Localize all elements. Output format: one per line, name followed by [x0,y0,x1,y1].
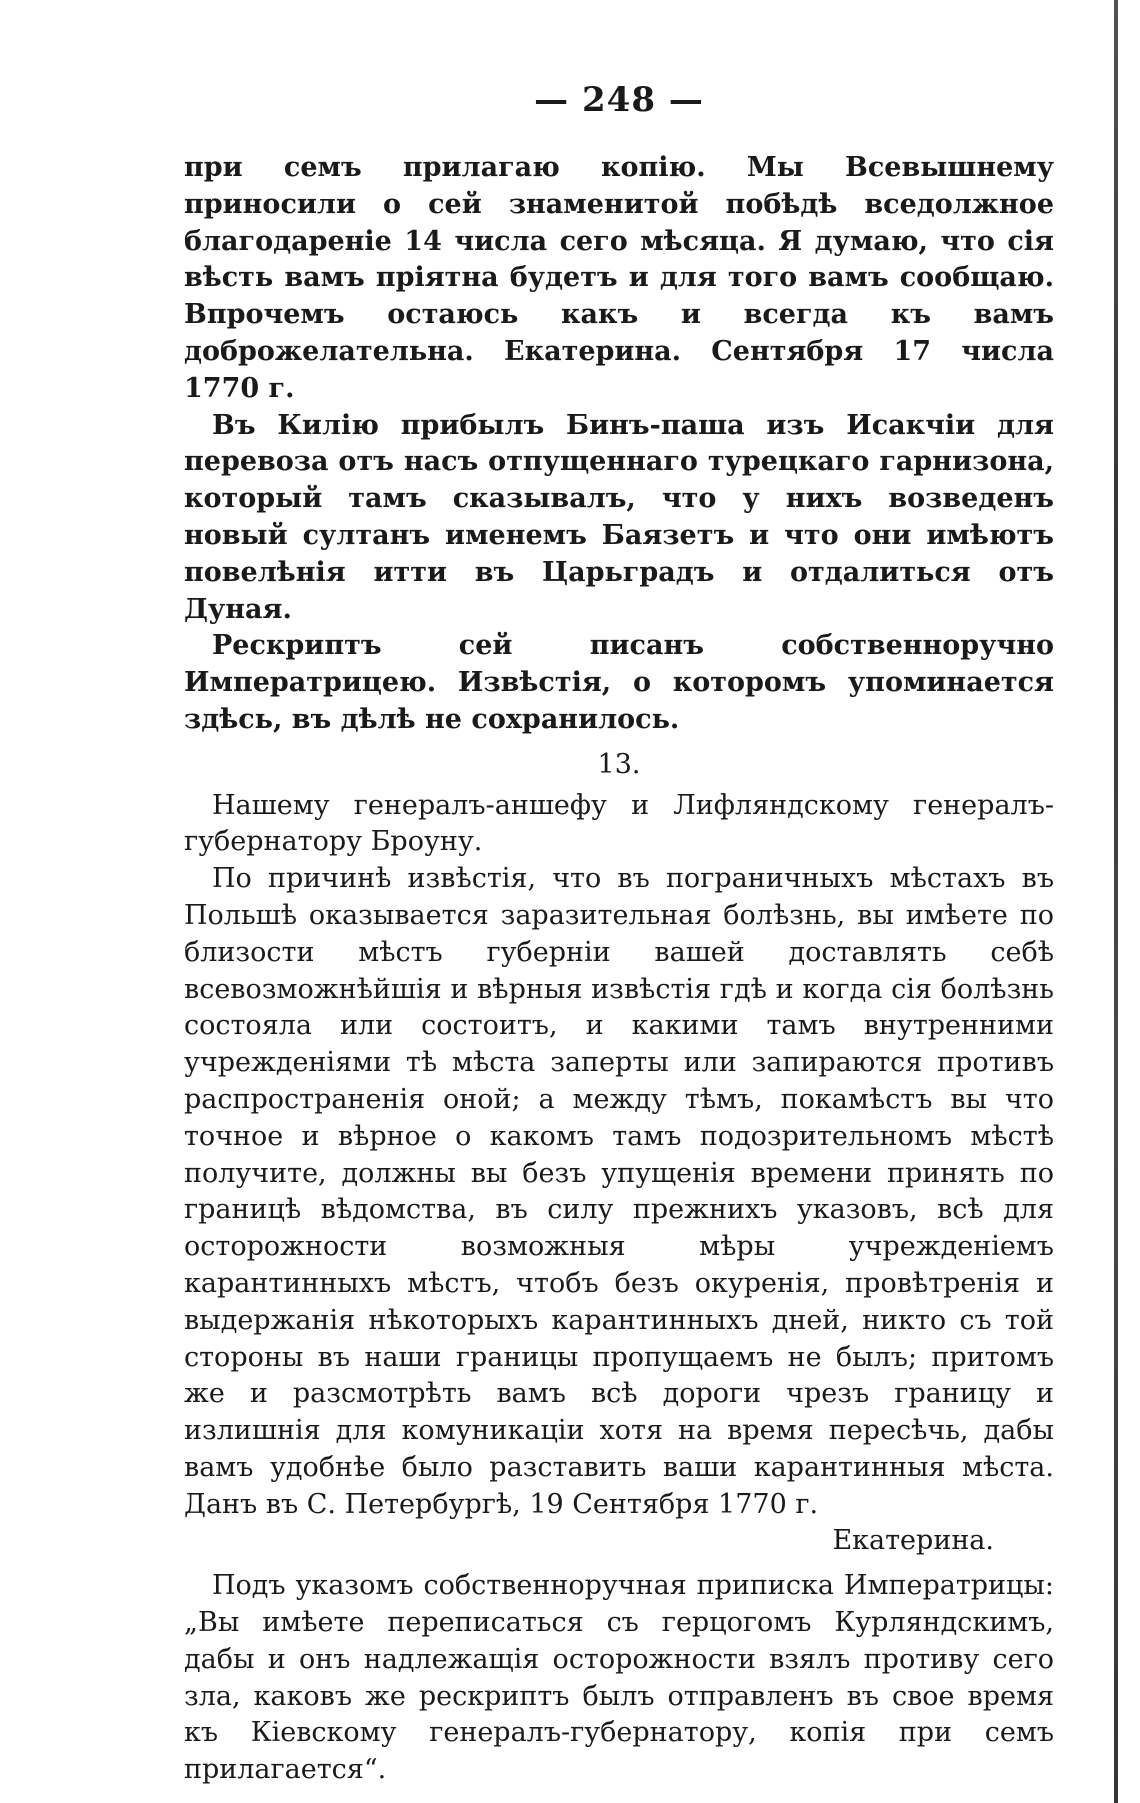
document-page [184,80,1054,1789]
paragraph-decree-body: По причинѣ извѣстія, что въ пограничныхъ мѣстахъ въ Польшѣ оказывается заразительная болѣзнь, вы имѣете по близости мѣстъ губерніи вашей доставлять себѣ всевозможнѣйшія и вѣрныя извѣстія гдѣ и когда сія болѣзнь состояла или состоитъ, и какими тамъ внутренними учрежденіями тѣ мѣста заперты или запираются противъ распространенія оной; а между тѣмъ, покамѣстъ вы что точное и вѣрное о какомъ тамъ подозрительномъ мѣстѣ получите, должны вы безъ упущенія времени принять по границѣ вѣдомства, въ силу прежнихъ указовъ, всѣ для осторожности возможныя мѣры учрежденіемъ карантинныхъ мѣстъ, чтобъ безъ окуренія, провѣтренія и выдержанія нѣкоторыхъ карантинныхъ дней, никто съ той стороны въ наши границы пропущаемъ не былъ; притомъ же и разсмотрѣть вамъ всѣ дороги чрезъ границу и излишнія для комуникаціи хотя на время пересѣчь, дабы вамъ удобнѣе было разставить ваши карантинныя мѣста. Данъ въ С. Петербургѣ, 19 Сентября 1770 г. [184,863,1054,1520]
paragraph-postscript: Подъ указомъ собственноручная приписка Императрицы: „Вы имѣете переписаться съ герцогомъ Курляндскимъ, дабы и онъ надлежащія осторожности взялъ противу сего зла, каковъ же рескриптъ былъ отправленъ въ свое время къ Кіевскому генералъ-губернатору, копія при семъ прилагается“. [184,1570,1054,1786]
signature: Екатерина. [832,1525,994,1557]
paragraph-addressee: Нашему генералъ-аншефу и Лифляндскому генералъ-губернатору Броуну. [184,789,1054,858]
paragraph-editor-note: Рескриптъ сей писанъ собственноручно Императрицею. Извѣстія, о которомъ упоминается здѣсь, въ дѣлѣ не сохранилось. [184,630,1054,735]
section-number: 13. [597,748,641,780]
scan-edge [1114,0,1118,1803]
paragraph-letter-end: при семъ прилагаю копію. Мы Всевышнему приносили о сей знаменитой побѣдѣ вседолжное благодареніе 14 числа сего мѣсяца. Я думаю, что сія вѣсть вамъ пріятна будетъ и для того вамъ сообщаю. Впрочемъ остаюсь какъ и всегда къ вамъ доброжелательна. Екатерина. Сентября 17 числа 1770 г. [184,152,1054,404]
paragraph-kilia-report: Въ Килію прибылъ Бинъ-паша изъ Исакчіи для перевоза отъ насъ отпущеннаго турецкаго гарнизона, который тамъ сказывалъ, что у нихъ возведенъ новый султанъ именемъ Баязетъ и что они имѣютъ повелѣнія итти въ Царьградъ и отдалиться отъ Дуная. [184,409,1054,625]
page-number: — 248 — [534,80,704,120]
